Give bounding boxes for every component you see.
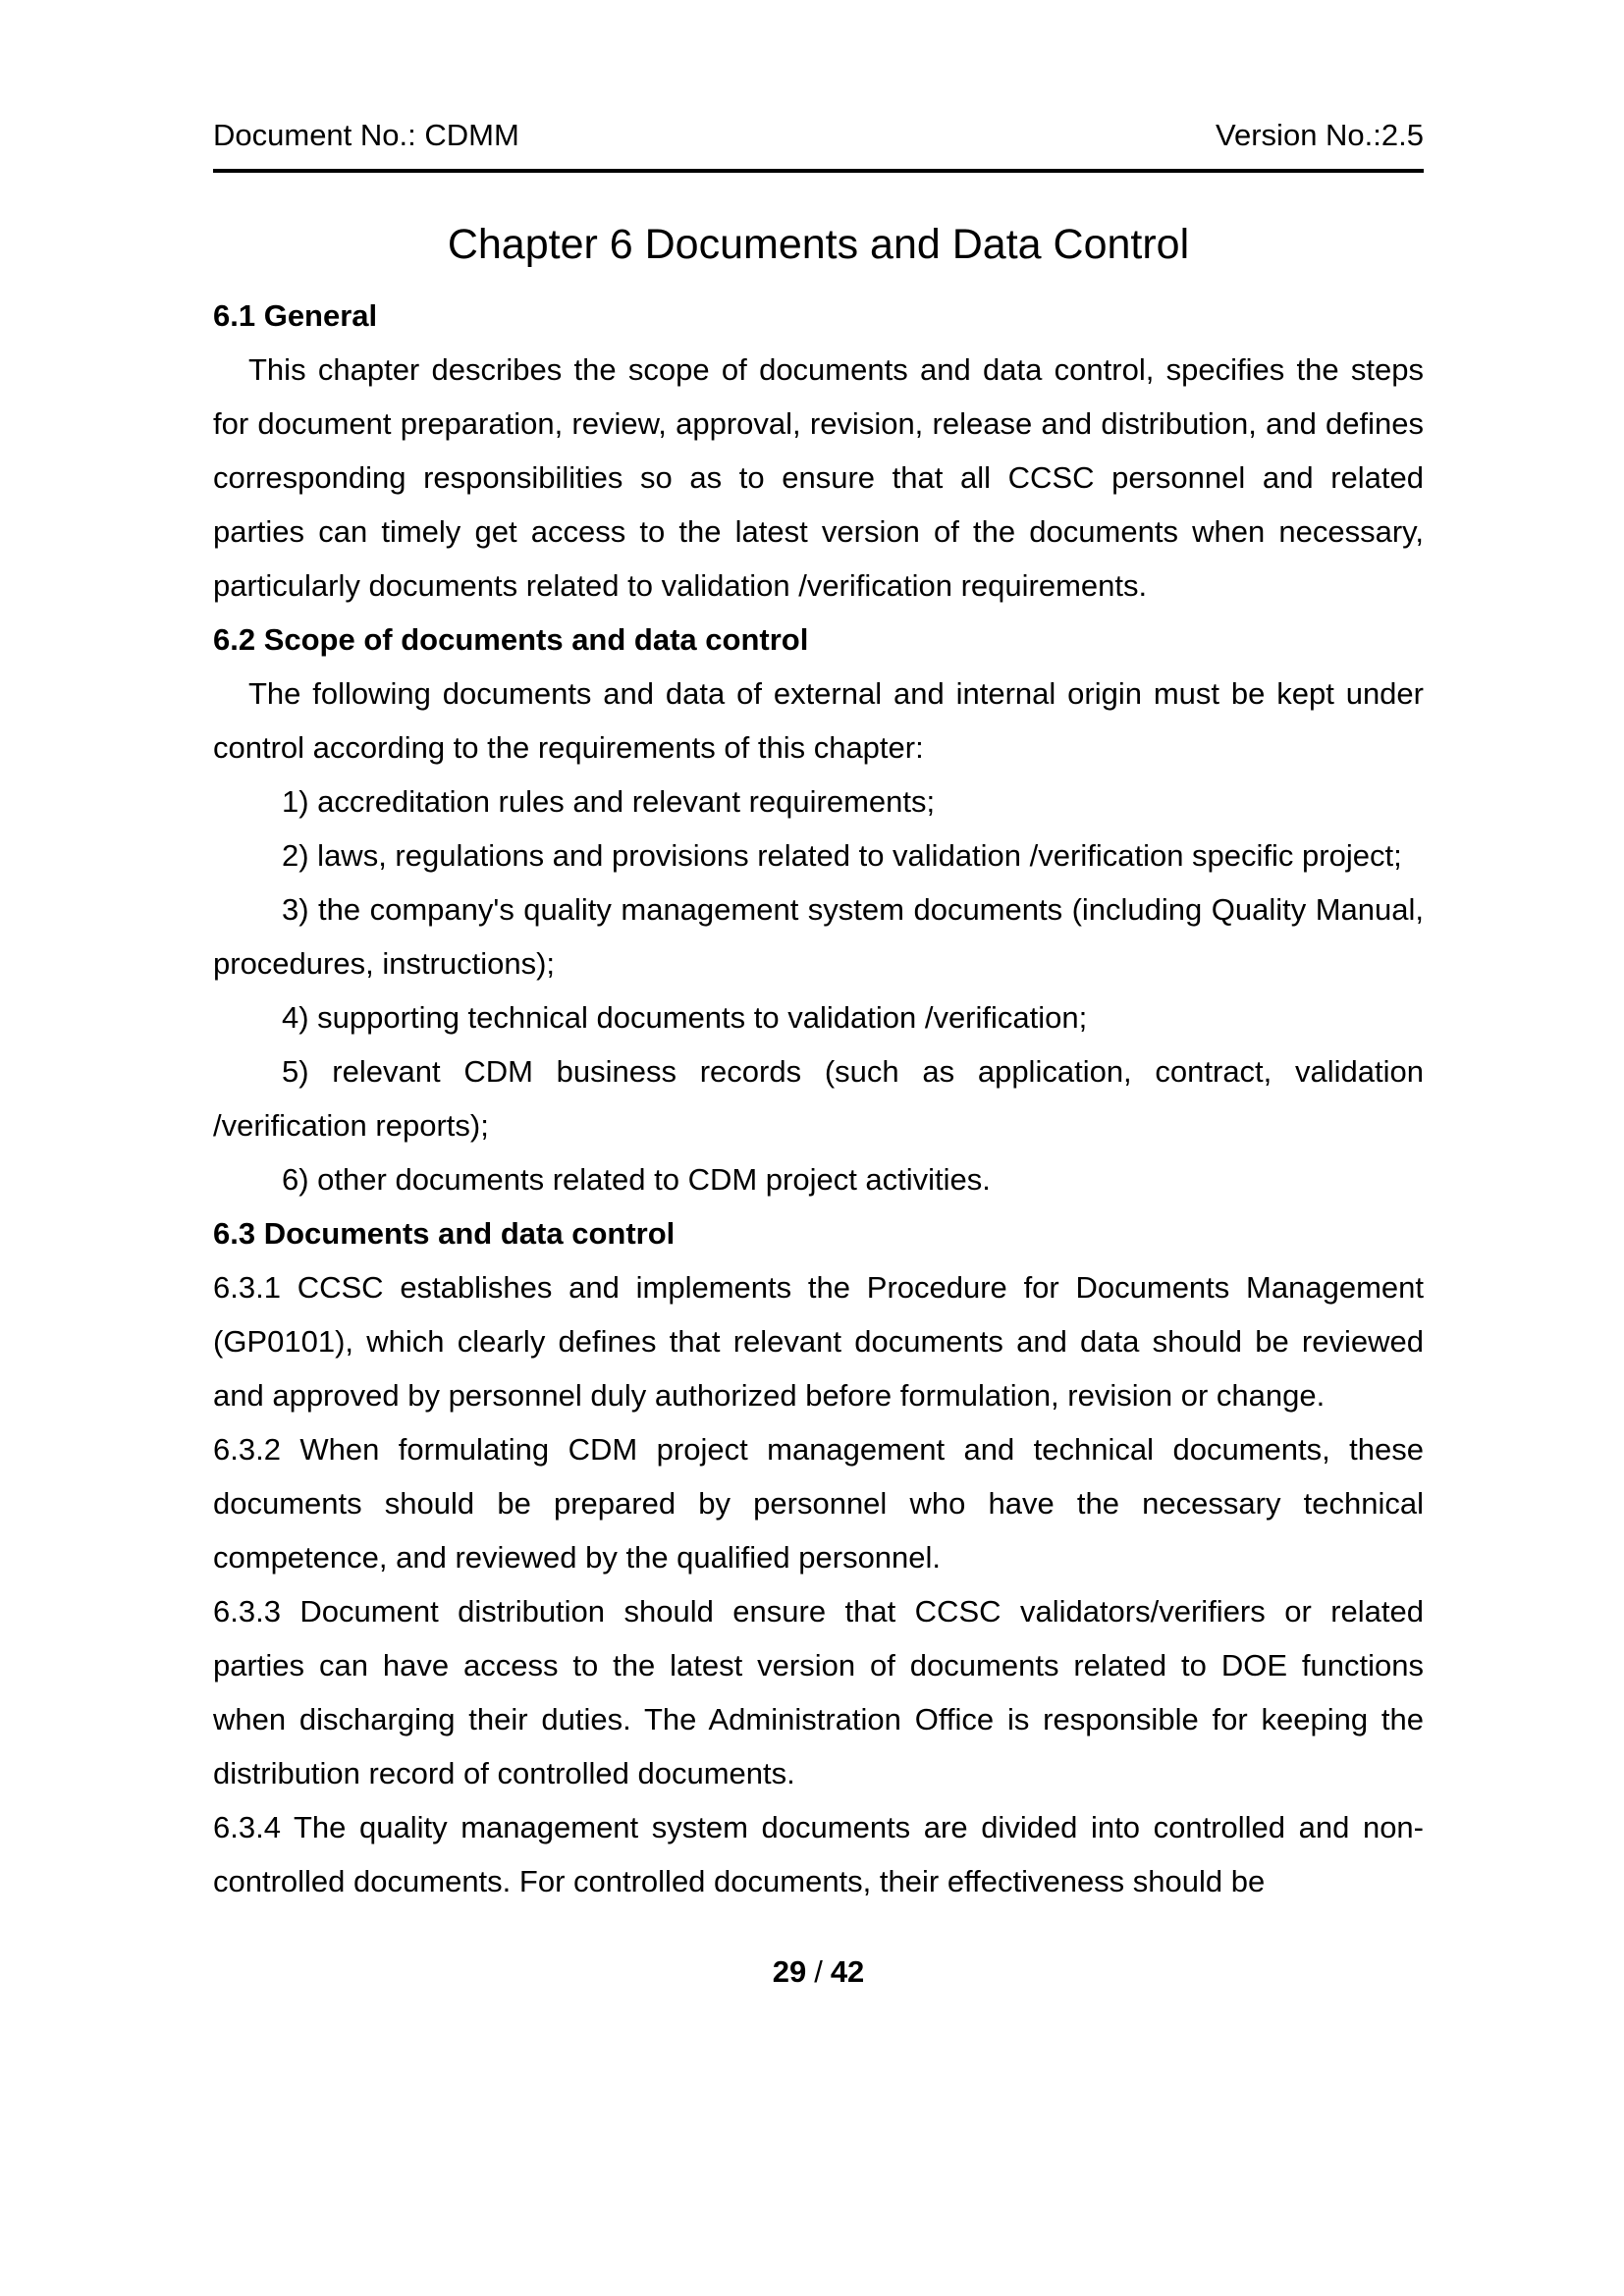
header-rule — [213, 169, 1424, 173]
page-number-total: 42 — [830, 1954, 865, 1989]
list-item-2: 2) laws, regulations and provisions related to validation /verification specific project; — [282, 838, 1402, 873]
header-document-no: Document No.: CDMM — [213, 118, 519, 152]
chapter-title: Chapter 6 Documents and Data Control — [447, 221, 1190, 268]
page-number-current: 29 — [772, 1954, 807, 1989]
header-version-no: Version No.:2.5 — [1216, 118, 1424, 152]
paragraph-6-2-body: The following documents and data of external and internal origin must be kept under control according to the requirements of this chapter: — [213, 676, 1424, 765]
paragraph-6-3-2: 6.3.2 When formulating CDM project management and technical documents, these documents should be prepared by personnel who have the necessary technical competence, and reviewed by the qualified personnel. — [213, 1432, 1424, 1575]
page-number-separator: / — [814, 1954, 823, 1989]
paragraph-6-3-1: 6.3.1 CCSC establishes and implements the Procedure for Documents Management (GP0101), which clearly defines that relevant documents and data should be reviewed and approved by personnel duly authorized before formulation, revision or change. — [213, 1270, 1424, 1413]
list-item-4: 4) supporting technical documents to validation /verification; — [282, 1000, 1088, 1035]
list-item-6: 6) other documents related to CDM project activities. — [282, 1162, 991, 1197]
document-body — [213, 289, 1424, 1908]
paragraph-6-3-3: 6.3.3 Document distribution should ensure that CCSC validators/verifiers or related parties can have access to the latest version of documents related to DOE functions when discharging their duties. The Administration Office is responsible for keeping the distribution record of controlled documents. — [213, 1594, 1424, 1790]
paragraph-6-3-4: 6.3.4 The quality management system documents are divided into controlled and non-controlled documents. For controlled documents, their effectiveness should be — [213, 1810, 1424, 1898]
list-item-3: 3) the company's quality management system documents (including Quality Manual, procedures, instructions); — [213, 892, 1424, 981]
heading-6-2: 6.2 Scope of documents and data control — [213, 622, 809, 657]
page-footer — [213, 1952, 1424, 1992]
heading-6-3: 6.3 Documents and data control — [213, 1216, 676, 1251]
heading-6-1: 6.1 General — [213, 298, 378, 333]
page-header — [213, 116, 1424, 155]
list-item-5: 5) relevant CDM business records (such as application, contract, validation /verification reports); — [213, 1054, 1424, 1143]
paragraph-6-1-body: This chapter describes the scope of documents and data control, specifies the steps for document preparation, review, approval, revision, release and distribution, and defines corresponding responsibilities so as to ensure that all CCSC personnel and related parties can timely get access to the latest version of the documents when necessary, particularly documents related to validation /verification requirements. — [213, 352, 1424, 603]
list-item-1: 1) accreditation rules and relevant requirements; — [282, 784, 936, 819]
